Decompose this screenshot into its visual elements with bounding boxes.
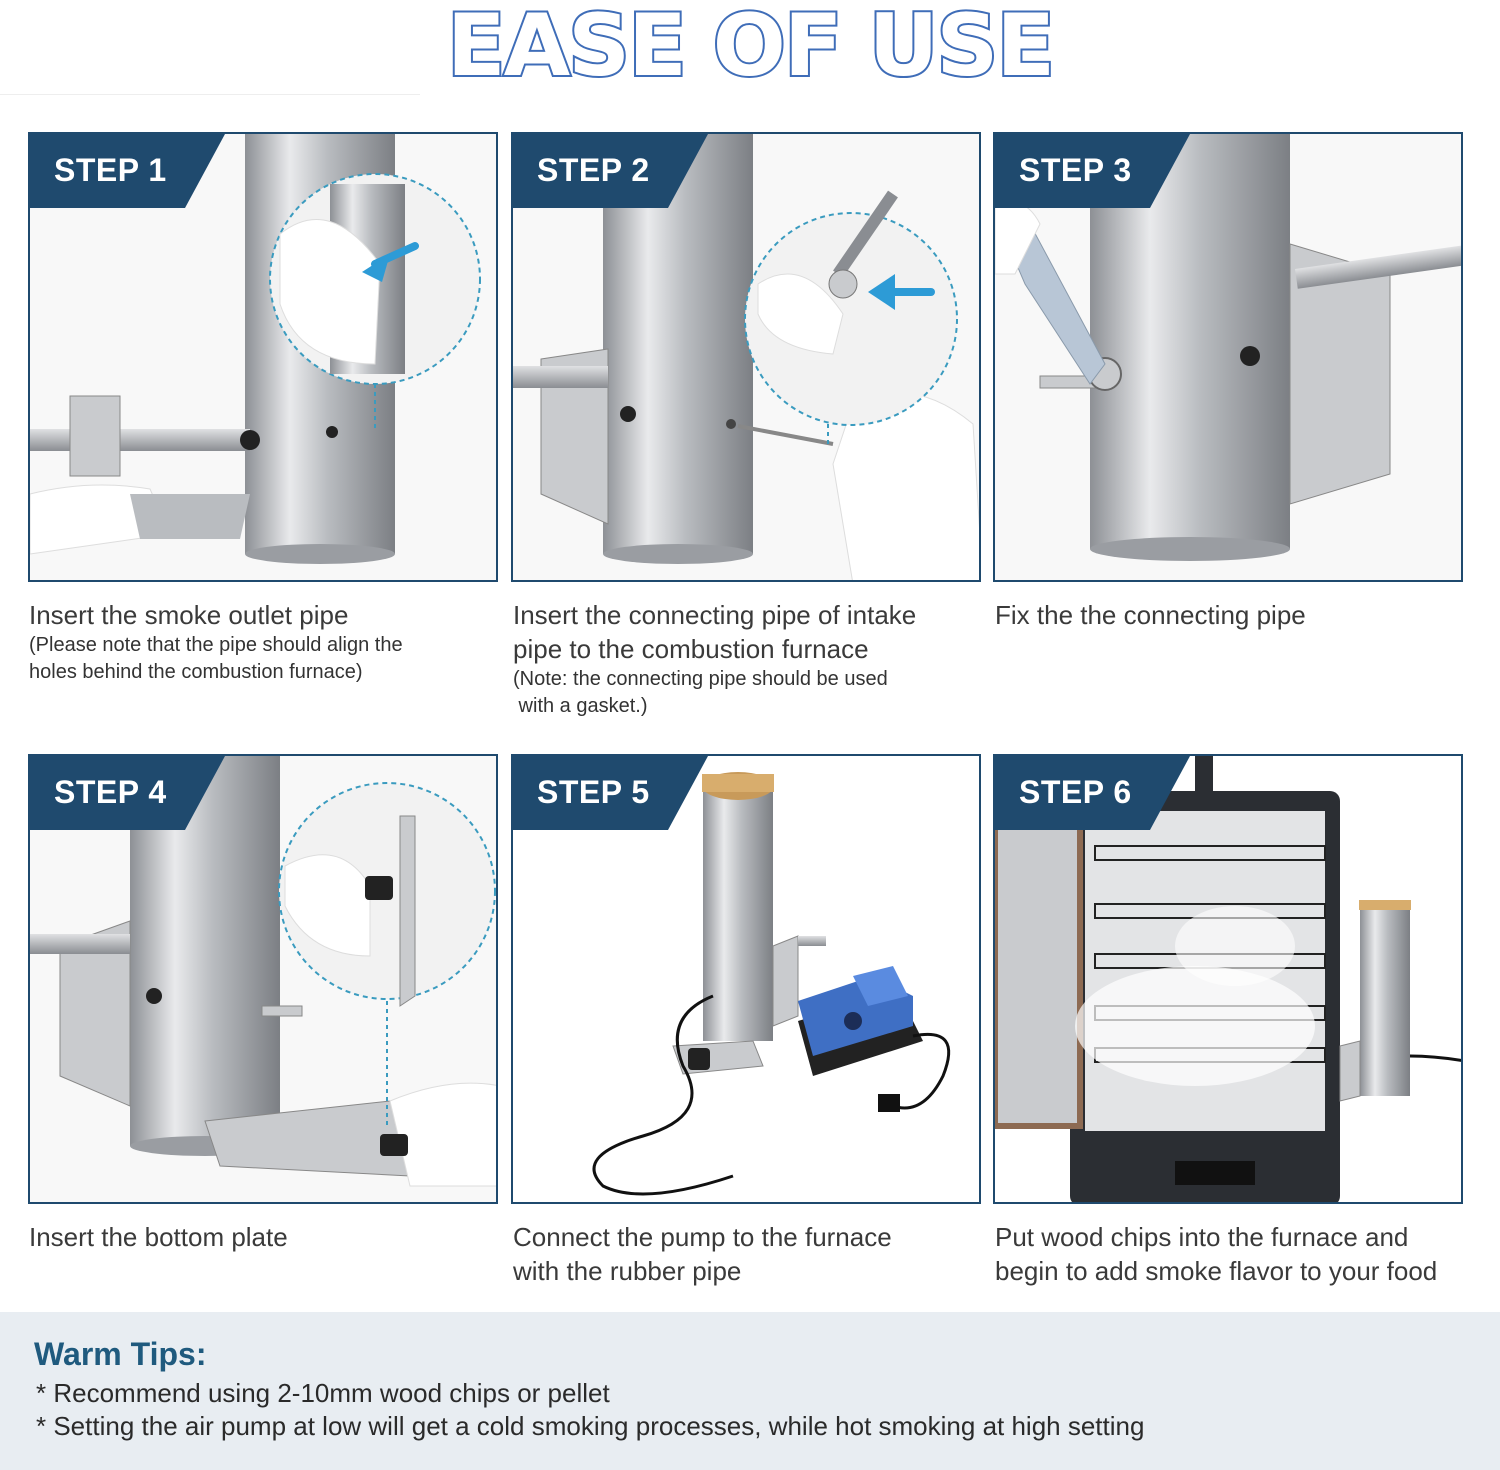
step-2-panel <box>511 132 981 582</box>
warm-tip-2: * Setting the air pump at low will get a cold smoking processes, while hot smoking at high setting <box>36 1411 1145 1441</box>
step-6-caption-line-2: begin to add smoke flavor to your food <box>995 1256 1438 1286</box>
divider <box>0 94 420 95</box>
step-4-panel <box>28 754 498 1204</box>
step-2-caption-line-2: pipe to the combustion furnace <box>513 634 869 664</box>
warm-tip-1: * Recommend using 2-10mm wood chips or pellet <box>36 1378 610 1408</box>
step-5-panel <box>511 754 981 1204</box>
step-1-note-line-1: (Please note that the pipe should align the <box>29 634 403 656</box>
step-3-badge-label: STEP 3 <box>1019 152 1132 188</box>
step-3-caption <box>995 598 1465 632</box>
step-1-panel <box>28 132 498 582</box>
step-1-caption <box>29 598 499 686</box>
step-1-badge-label: STEP 1 <box>54 152 167 188</box>
step-2-note-line-2: with a gasket.) <box>513 695 648 717</box>
step-4-badge-label: STEP 4 <box>54 774 167 810</box>
step-4-caption <box>29 1220 499 1254</box>
step-3-caption-text: Fix the the connecting pipe <box>995 600 1306 630</box>
step-1-note-line-2: holes behind the combustion furnace) <box>29 661 363 683</box>
step-6-badge-label: STEP 6 <box>1019 774 1132 810</box>
step-3-panel <box>993 132 1463 582</box>
step-5-caption-line-2: with the rubber pipe <box>513 1256 742 1286</box>
step-5-caption-line-1: Connect the pump to the furnace <box>513 1222 892 1252</box>
step-5-badge-label: STEP 5 <box>537 774 650 810</box>
step-6-panel <box>993 754 1463 1204</box>
step-2-caption-line-1: Insert the connecting pipe of intake <box>513 600 917 630</box>
step-2-note-line-1: (Note: the connecting pipe should be used <box>513 668 888 690</box>
step-6-caption-line-1: Put wood chips into the furnace and <box>995 1222 1409 1252</box>
step-2-caption <box>513 598 983 720</box>
warm-tips-section <box>0 1312 1500 1470</box>
step-5-caption <box>513 1220 983 1288</box>
page-title: EASE OF USE <box>446 0 1054 96</box>
step-2-badge-label: STEP 2 <box>537 152 650 188</box>
step-6-caption <box>995 1220 1465 1288</box>
step-4-caption-text: Insert the bottom plate <box>29 1222 288 1252</box>
step-1-caption-text: Insert the smoke outlet pipe <box>29 600 349 630</box>
warm-tips-title: Warm Tips: <box>34 1336 207 1372</box>
